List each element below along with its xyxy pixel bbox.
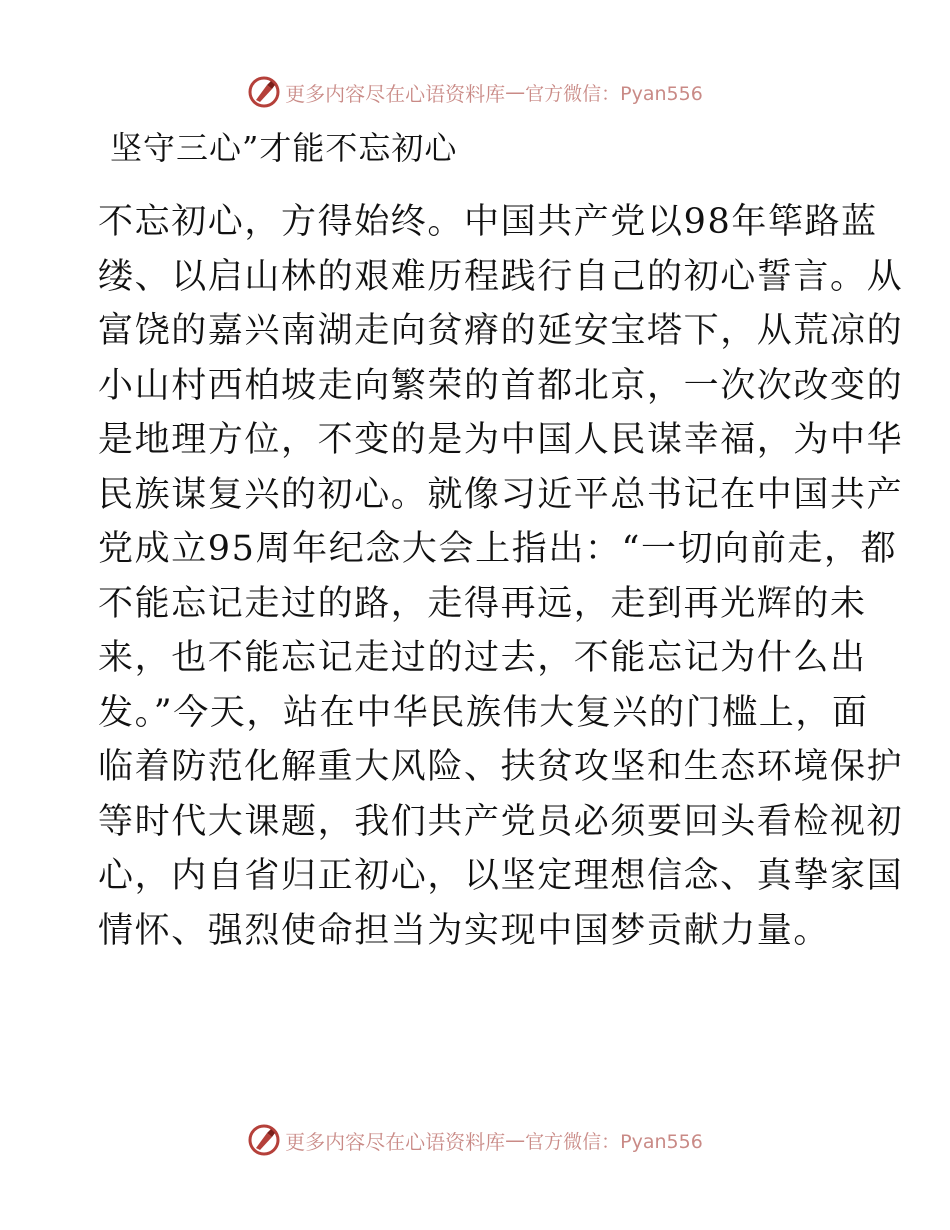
document-body [98,195,904,958]
body-line: 是地理方位，不变的是为中国人民谋幸福，为中华 [98,420,904,460]
body-line: 不忘初心，方得始终。中国共产党以98年筚路蓝 [98,202,878,242]
watermark-dash: — [505,80,526,104]
pen-nib-icon [247,75,281,109]
pen-nib-icon [247,1123,281,1157]
body-line: 来，也不能忘记走过的过去，不能忘记为什么出 [98,638,867,678]
watermark-wechat: 官方微信：Pyan556 [525,82,703,105]
body-line: 富饶的嘉兴南湖走向贫瘠的延安宝塔下，从荒凉的 [98,311,904,351]
watermark-brand: 更多内容尽在心语资料库 [285,1129,506,1154]
watermark-wechat: 官方微信：Pyan556 [525,1130,703,1153]
header-watermark [0,72,950,112]
body-line: 心，内自省归正初心，以坚定理想信念、真挚家国 [98,856,904,896]
body-line: 党成立95周年纪念大会上指出：“一切向前走，都 [98,529,898,569]
body-line: 发。”今天，站在中华民族伟大复兴的门槛上，面 [98,692,869,733]
body-line: 等时代大课题，我们共产党员必须要回头看检视初 [98,801,904,842]
body-line: 临着防范化解重大风险、扶贫攻坚和生态环境保护 [98,747,904,787]
body-line: 小山村西柏坡走向繁荣的首都北京，一次次改变的 [98,365,904,406]
body-line: 情怀、强烈使命担当为实现中国梦贡献力量。 [98,910,831,951]
body-line: 不能忘记走过的路，走得再远，走到再光辉的未 [98,583,867,624]
body-line: 缕、以启山林的艰难历程践行自己的初心誓言。从 [98,256,904,297]
document-title: 坚守三心”才能不忘初心 [110,129,458,167]
watermark-brand: 更多内容尽在心语资料库 [285,81,506,106]
body-line: 民族谋复兴的初心。就像习近平总书记在中国共产 [98,474,904,515]
footer-watermark [0,1120,950,1160]
watermark-dash: — [505,1128,526,1152]
